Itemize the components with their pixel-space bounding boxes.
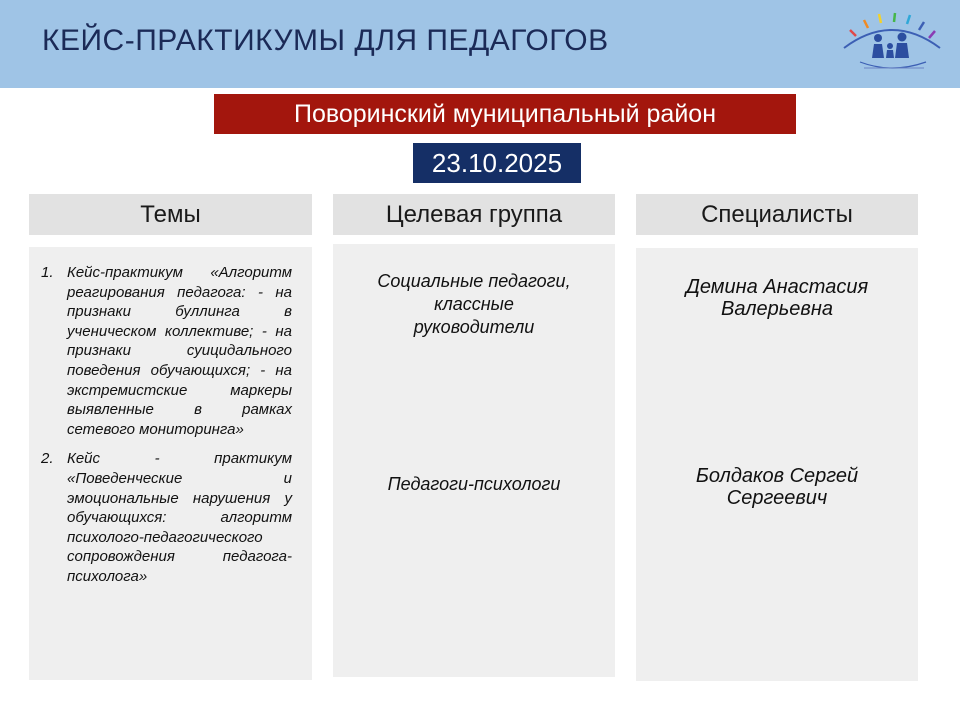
topic-item — [41, 263, 292, 439]
specialists-column-header: Специалисты — [636, 194, 918, 235]
topic-item — [41, 449, 292, 586]
family-rainbow-logo-icon — [838, 10, 946, 80]
topics-list — [41, 263, 292, 597]
target-group-column-header: Целевая группа — [333, 194, 615, 235]
slide-title: КЕЙС-ПРАКТИКУМЫ ДЛЯ ПЕДАГОГОВ — [42, 24, 609, 57]
topic-number: 1. — [41, 264, 54, 281]
topic-text: Кейс - практикум «Поведенческие и эмоциональные нарушения у обучающихся: алгоритм психолого-педагогического сопровождения педагога-психолога» — [67, 450, 292, 585]
topics-column-body — [29, 247, 312, 680]
target-group-item: Педагоги-психологи — [387, 474, 561, 494]
specialists-column-body — [636, 248, 918, 681]
topics-column-header: Темы — [29, 194, 312, 235]
target-group-column-body — [333, 244, 615, 677]
district-banner: Поворинский муниципальный район — [214, 94, 796, 134]
specialist-name: Болдаков Сергей Сергеевич — [695, 465, 859, 509]
topic-text: Кейс-практикум «Алгоритм реагирования педагога: - на признаки буллинга в ученическом коллективе; - на признаки суицидального поведения обучающихся; - на экстремистские маркеры выявленные в рамках сетевого мониторинга» — [67, 264, 292, 438]
topic-number: 2. — [41, 450, 54, 468]
date-banner: 23.10.2025 — [413, 143, 581, 183]
target-group-item: Социальные педагоги, классные руководители — [377, 271, 571, 337]
specialist-name: Демина Анастасия Валерьевна — [685, 276, 869, 320]
